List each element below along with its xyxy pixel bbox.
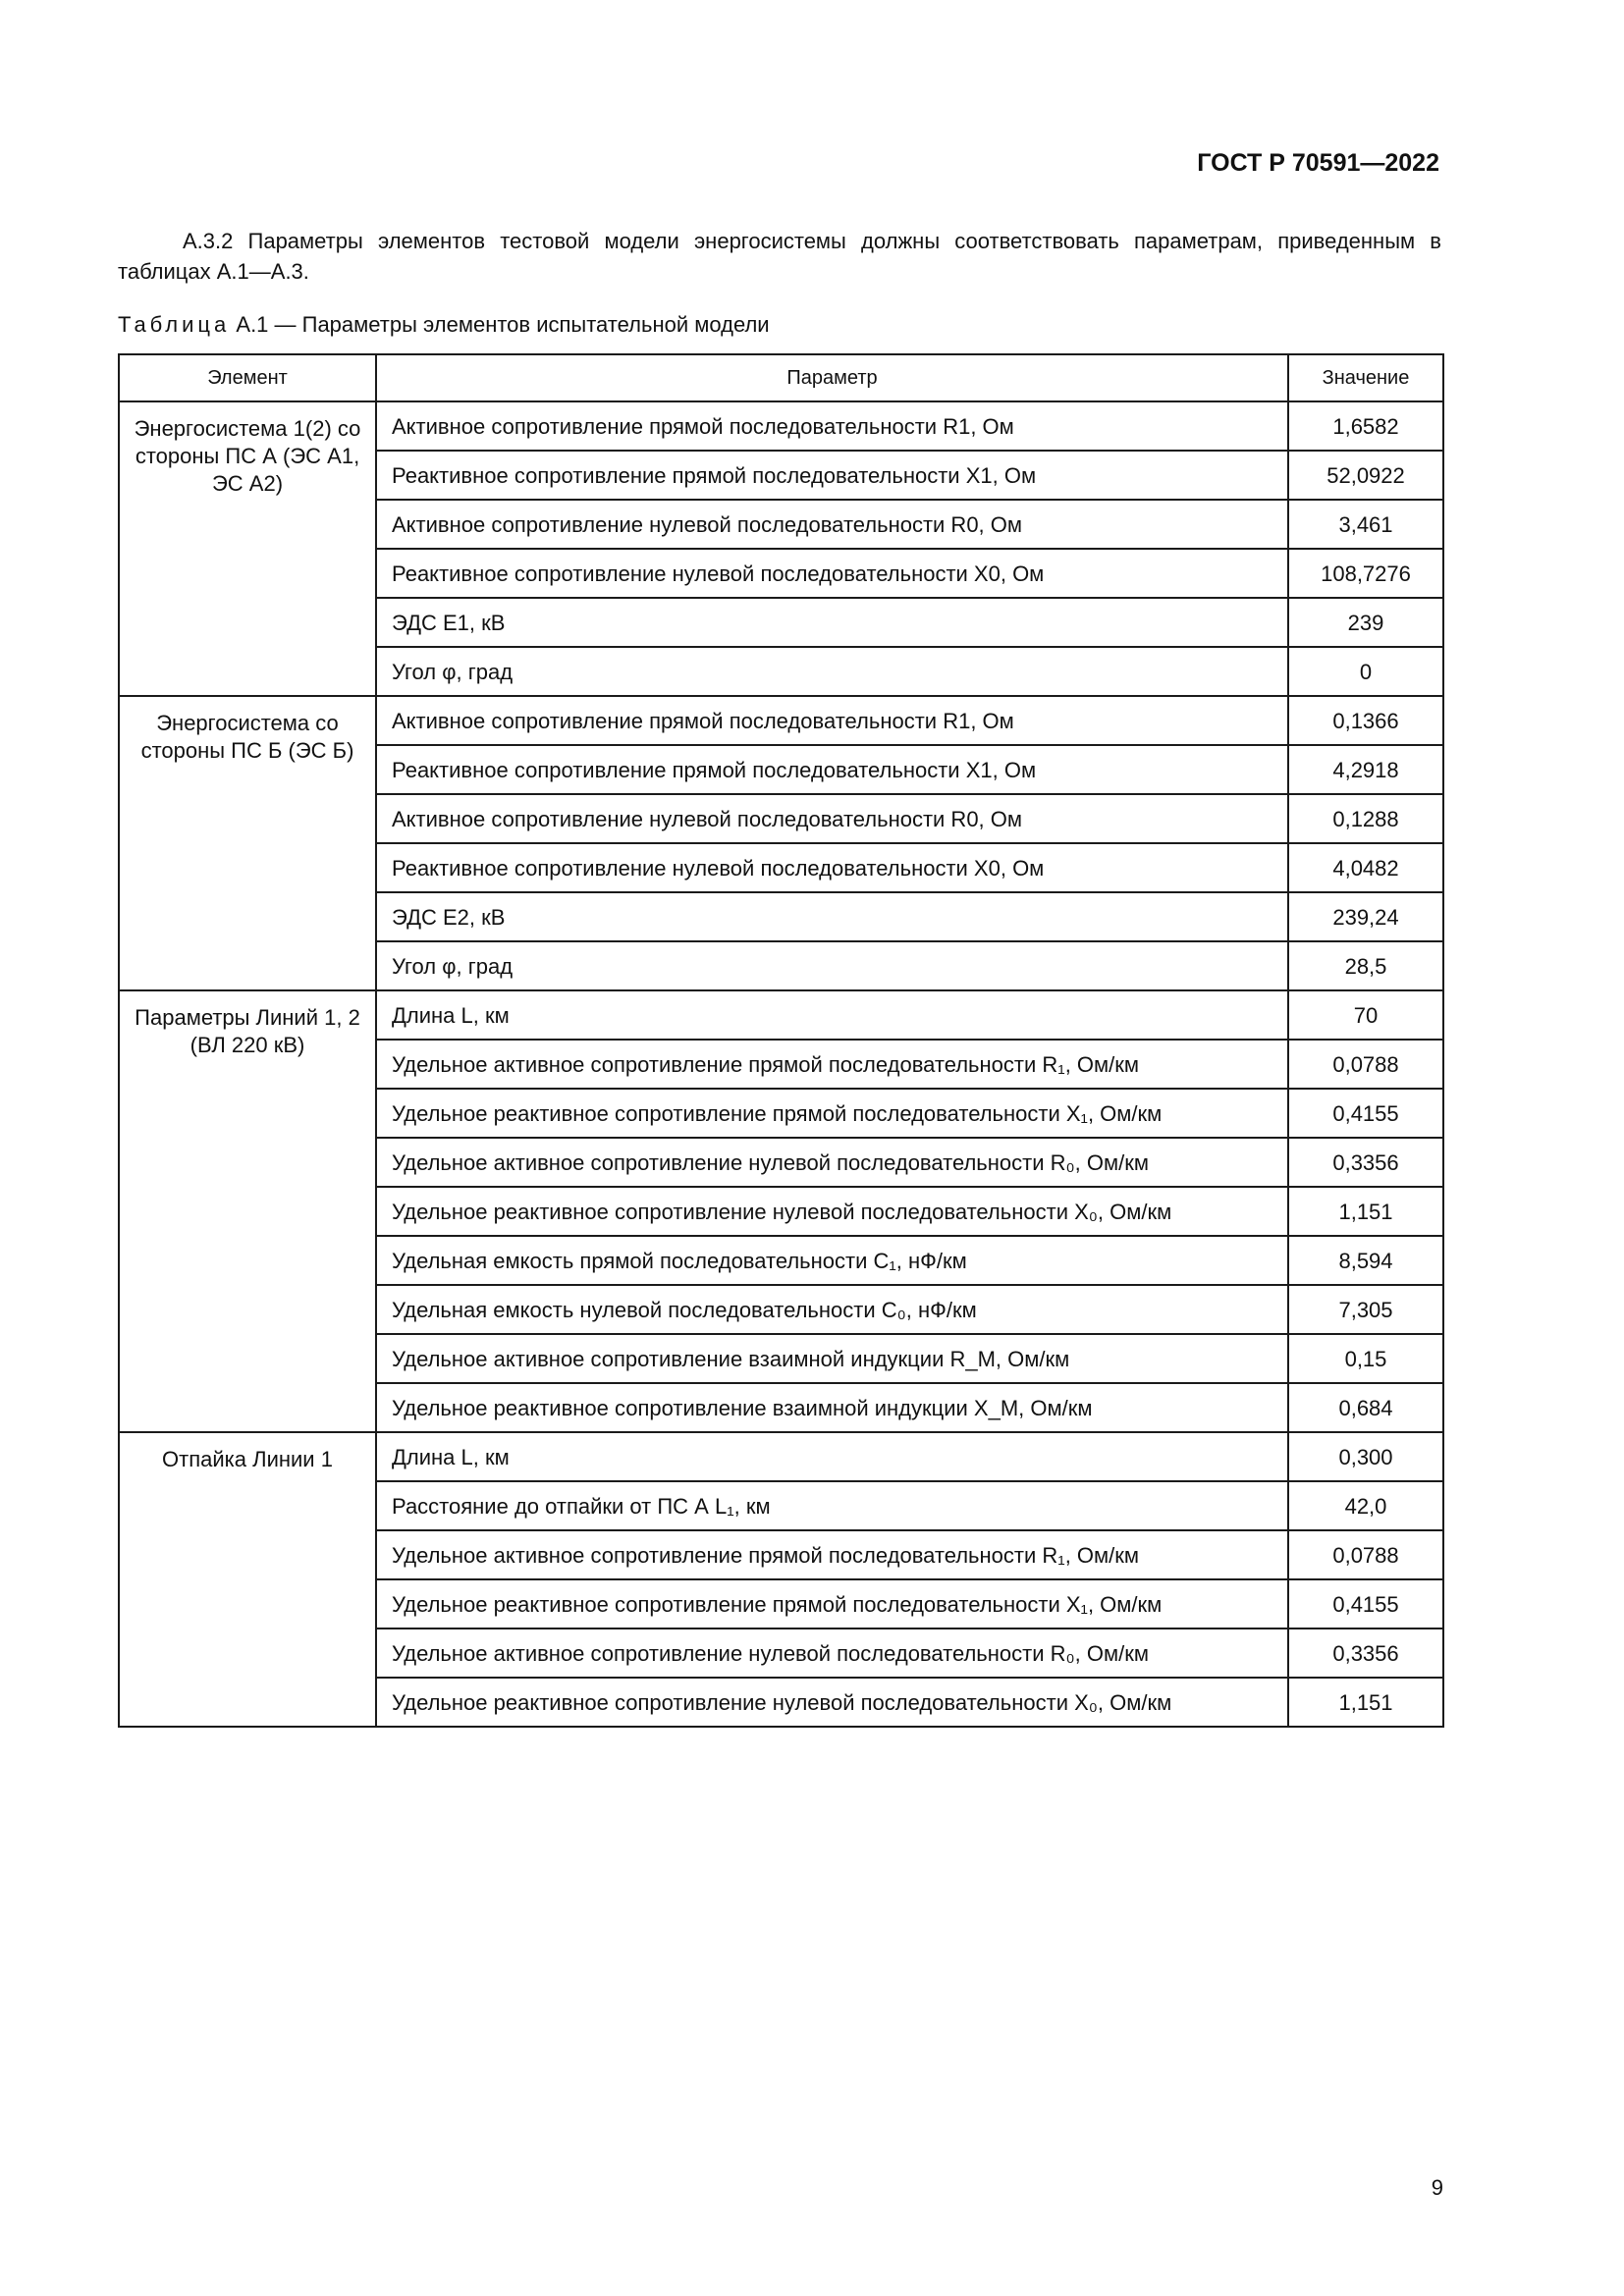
column-header-value: Значение bbox=[1288, 354, 1443, 401]
element-cell: Параметры Линий 1, 2 (ВЛ 220 кВ) bbox=[119, 990, 376, 1432]
parameter-cell: Удельная емкость прямой последовательности C₁, нФ/км bbox=[376, 1236, 1288, 1285]
parameters-table bbox=[118, 353, 1444, 1728]
document-code: ГОСТ Р 70591—2022 bbox=[1197, 149, 1439, 177]
value-cell: 70 bbox=[1288, 990, 1443, 1040]
value-cell: 52,0922 bbox=[1288, 451, 1443, 500]
page-number: 9 bbox=[1431, 2175, 1443, 2200]
parameter-cell: Активное сопротивление прямой последовательности R1, Ом bbox=[376, 696, 1288, 745]
parameter-cell: Удельное активное сопротивление нулевой последовательности R₀, Ом/км bbox=[376, 1138, 1288, 1187]
value-cell: 239,24 bbox=[1288, 892, 1443, 941]
value-cell: 0,0788 bbox=[1288, 1530, 1443, 1579]
table-body bbox=[119, 401, 1443, 1727]
value-cell: 1,151 bbox=[1288, 1678, 1443, 1727]
table-row bbox=[119, 1432, 1443, 1481]
value-cell: 0,1366 bbox=[1288, 696, 1443, 745]
parameter-cell: Реактивное сопротивление прямой последовательности X1, Ом bbox=[376, 745, 1288, 794]
value-cell: 0,3356 bbox=[1288, 1629, 1443, 1678]
parameter-cell: Удельная емкость нулевой последовательности C₀, нФ/км bbox=[376, 1285, 1288, 1334]
value-cell: 1,151 bbox=[1288, 1187, 1443, 1236]
value-cell: 8,594 bbox=[1288, 1236, 1443, 1285]
value-cell: 0,300 bbox=[1288, 1432, 1443, 1481]
parameter-cell: Угол φ, град bbox=[376, 647, 1288, 696]
value-cell: 108,7276 bbox=[1288, 549, 1443, 598]
parameter-cell: Активное сопротивление прямой последовательности R1, Ом bbox=[376, 401, 1288, 451]
parameter-cell: Удельное активное сопротивление нулевой последовательности R₀, Ом/км bbox=[376, 1629, 1288, 1678]
parameter-cell: Активное сопротивление нулевой последовательности R0, Ом bbox=[376, 794, 1288, 843]
value-cell: 239 bbox=[1288, 598, 1443, 647]
value-cell: 28,5 bbox=[1288, 941, 1443, 990]
table-row bbox=[119, 696, 1443, 745]
table-caption-word: Таблица bbox=[118, 312, 231, 337]
value-cell: 4,2918 bbox=[1288, 745, 1443, 794]
column-header-element: Элемент bbox=[119, 354, 376, 401]
parameter-cell: Удельное реактивное сопротивление нулевой последовательности X₀, Ом/км bbox=[376, 1678, 1288, 1727]
value-cell: 42,0 bbox=[1288, 1481, 1443, 1530]
value-cell: 0,15 bbox=[1288, 1334, 1443, 1383]
parameter-cell: Удельное реактивное сопротивление взаимной индукции X_M, Ом/км bbox=[376, 1383, 1288, 1432]
table-caption bbox=[118, 312, 770, 338]
parameter-cell: Удельное активное сопротивление прямой последовательности R₁, Ом/км bbox=[376, 1040, 1288, 1089]
parameter-cell: Длина L, км bbox=[376, 990, 1288, 1040]
element-cell: Отпайка Линии 1 bbox=[119, 1432, 376, 1727]
element-cell: Энергосистема 1(2) со стороны ПС А (ЭС А1, ЭС А2) bbox=[119, 401, 376, 696]
parameter-cell: Расстояние до отпайки от ПС А L₁, км bbox=[376, 1481, 1288, 1530]
parameter-cell: Удельное реактивное сопротивление прямой последовательности X₁, Ом/км bbox=[376, 1089, 1288, 1138]
parameter-cell: Удельное реактивное сопротивление нулевой последовательности X₀, Ом/км bbox=[376, 1187, 1288, 1236]
intro-paragraph: А.3.2 Параметры элементов тестовой модели энергосистемы должны соответствовать параметрам, приведенным в таблицах А.1—А.3. bbox=[118, 229, 1441, 284]
table-row bbox=[119, 990, 1443, 1040]
table-caption-title: А.1 — Параметры элементов испытательной модели bbox=[236, 312, 770, 337]
value-cell: 0,684 bbox=[1288, 1383, 1443, 1432]
parameter-cell: ЭДС Е1, кВ bbox=[376, 598, 1288, 647]
value-cell: 0 bbox=[1288, 647, 1443, 696]
value-cell: 0,0788 bbox=[1288, 1040, 1443, 1089]
table-row bbox=[119, 401, 1443, 451]
parameter-cell: Длина L, км bbox=[376, 1432, 1288, 1481]
parameter-cell: Угол φ, град bbox=[376, 941, 1288, 990]
value-cell: 0,4155 bbox=[1288, 1579, 1443, 1629]
value-cell: 0,4155 bbox=[1288, 1089, 1443, 1138]
parameter-cell: ЭДС Е2, кВ bbox=[376, 892, 1288, 941]
value-cell: 4,0482 bbox=[1288, 843, 1443, 892]
parameter-cell: Реактивное сопротивление нулевой последовательности X0, Ом bbox=[376, 843, 1288, 892]
table-header-row bbox=[119, 354, 1443, 401]
element-cell: Энергосистема со стороны ПС Б (ЭС Б) bbox=[119, 696, 376, 990]
parameter-cell: Реактивное сопротивление нулевой последовательности X0, Ом bbox=[376, 549, 1288, 598]
value-cell: 0,1288 bbox=[1288, 794, 1443, 843]
parameter-cell: Удельное активное сопротивление взаимной индукции R_M, Ом/км bbox=[376, 1334, 1288, 1383]
value-cell: 0,3356 bbox=[1288, 1138, 1443, 1187]
parameter-cell: Удельное активное сопротивление прямой последовательности R₁, Ом/км bbox=[376, 1530, 1288, 1579]
value-cell: 1,6582 bbox=[1288, 401, 1443, 451]
column-header-parameter: Параметр bbox=[376, 354, 1288, 401]
value-cell: 7,305 bbox=[1288, 1285, 1443, 1334]
parameter-cell: Активное сопротивление нулевой последовательности R0, Ом bbox=[376, 500, 1288, 549]
parameter-cell: Реактивное сопротивление прямой последовательности X1, Ом bbox=[376, 451, 1288, 500]
parameter-cell: Удельное реактивное сопротивление прямой последовательности X₁, Ом/км bbox=[376, 1579, 1288, 1629]
value-cell: 3,461 bbox=[1288, 500, 1443, 549]
